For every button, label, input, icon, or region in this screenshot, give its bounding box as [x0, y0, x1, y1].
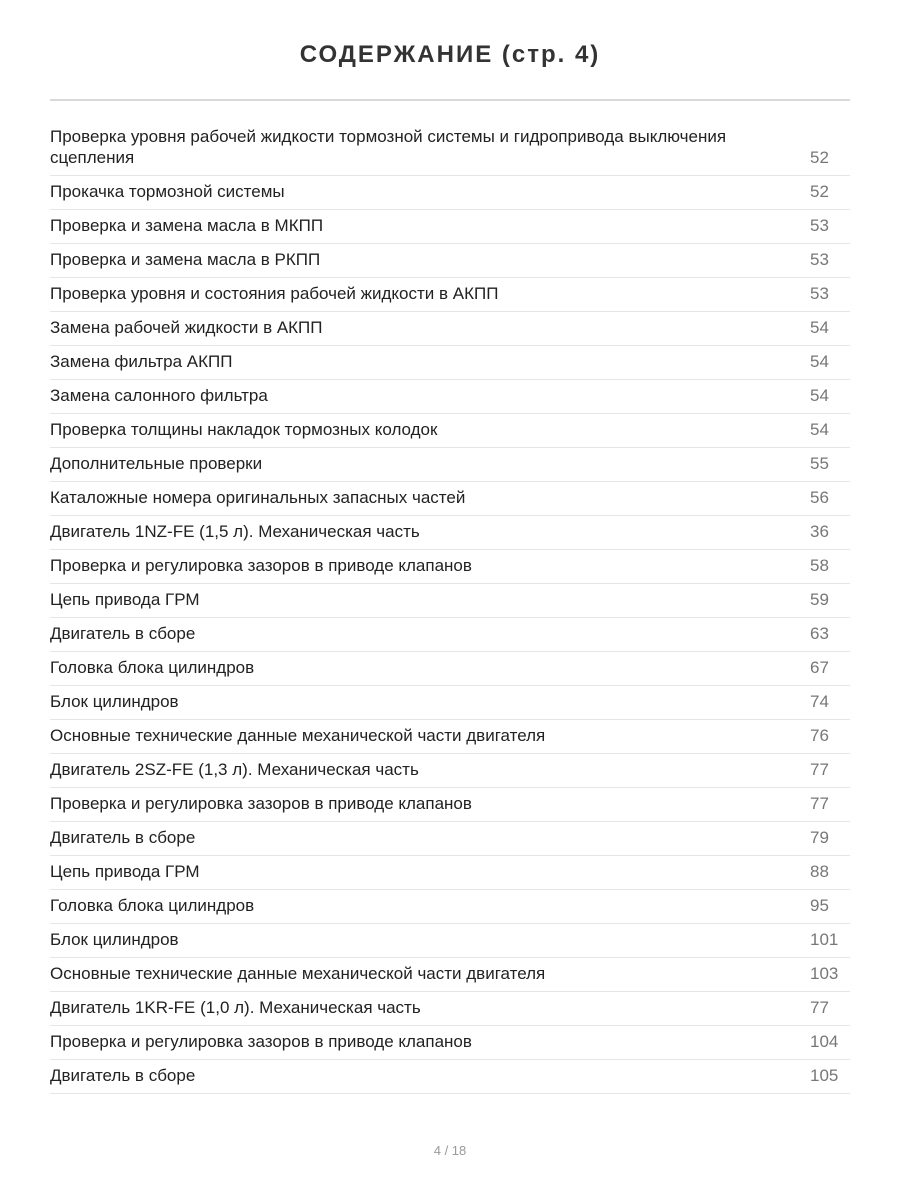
toc-entry-title: Каталожные номера оригинальных запасных частей [50, 488, 466, 507]
toc-entry-page-number: 76 [810, 726, 829, 745]
toc-entry-page-number: 95 [810, 896, 829, 915]
toc-entry-page-number: 55 [810, 454, 829, 473]
toc-entry-title: Двигатель в сборе [50, 1066, 196, 1085]
toc-entry-title: Основные технические данные механической части двигателя [50, 726, 546, 745]
toc-entry-page-number: 54 [810, 386, 829, 405]
toc-entry-title: Замена фильтра АКПП [50, 352, 233, 371]
toc-entry-title: Проверка уровня рабочей жидкости тормозной системы и гидропривода выключения сцепления [50, 127, 727, 167]
toc-entry-title: Замена салонного фильтра [50, 386, 268, 405]
toc-entry-title: Проверка толщины накладок тормозных колодок [50, 420, 438, 439]
toc-entry-title: Двигатель 1KR-FE (1,0 л). Механическая часть [50, 998, 421, 1017]
toc-entry-title: Дополнительные проверки [50, 454, 263, 473]
toc-entry-page-number: 105 [810, 1066, 839, 1085]
toc-entry-title: Прокачка тормозной системы [50, 182, 285, 201]
toc-entry-page-number: 101 [810, 930, 839, 949]
toc-entry-page-number: 36 [810, 522, 829, 541]
toc-entry[interactable] [50, 516, 850, 550]
toc-entry-title: Цепь привода ГРМ [50, 862, 200, 881]
toc-entry[interactable] [50, 652, 850, 686]
title-divider [50, 99, 850, 101]
toc-entry-page-number: 52 [810, 148, 829, 167]
toc-entry-title: Замена рабочей жидкости в АКПП [50, 318, 323, 337]
toc-entry[interactable] [50, 618, 850, 652]
toc-entry[interactable] [50, 550, 850, 584]
toc-entry[interactable] [50, 788, 850, 822]
toc-entry-page-number: 53 [810, 250, 829, 269]
toc-entry-page-number: 74 [810, 692, 829, 711]
toc-entry[interactable] [50, 125, 850, 176]
toc-entry-page-number: 77 [810, 760, 829, 779]
toc-entry[interactable] [50, 1026, 850, 1060]
toc-entry[interactable] [50, 958, 850, 992]
toc-entry[interactable] [50, 482, 850, 516]
toc-entry[interactable] [50, 176, 850, 210]
document-page [50, 0, 850, 1200]
toc-entry-title: Двигатель в сборе [50, 624, 196, 643]
toc-entry-page-number: 104 [810, 1032, 839, 1051]
toc-entry-page-number: 53 [810, 284, 829, 303]
toc-entry-page-number: 54 [810, 318, 829, 337]
toc-entry-page-number: 77 [810, 998, 829, 1017]
toc-entry-page-number: 88 [810, 862, 829, 881]
toc-entry[interactable] [50, 992, 850, 1026]
toc-entry[interactable] [50, 244, 850, 278]
toc-entry-page-number: 79 [810, 828, 829, 847]
toc-entry-page-number: 54 [810, 352, 829, 371]
toc-entry-page-number: 59 [810, 590, 829, 609]
toc-entry-page-number: 67 [810, 658, 829, 677]
toc-entry-title: Блок цилиндров [50, 930, 179, 949]
toc-entry-title: Проверка и замена масла в РКПП [50, 250, 321, 269]
toc-entry[interactable] [50, 346, 850, 380]
toc-entry-page-number: 54 [810, 420, 829, 439]
toc-entry[interactable] [50, 312, 850, 346]
toc-entry[interactable] [50, 210, 850, 244]
toc-entry-title: Головка блока цилиндров [50, 658, 255, 677]
toc-entry[interactable] [50, 380, 850, 414]
toc-entry-title: Двигатель 2SZ-FE (1,3 л). Механическая часть [50, 760, 419, 779]
toc-entry[interactable] [50, 1060, 850, 1094]
toc-entry-page-number: 56 [810, 488, 829, 507]
toc-entry-title: Проверка и регулировка зазоров в приводе клапанов [50, 1032, 472, 1051]
toc-entry[interactable] [50, 924, 850, 958]
toc-entry-title: Двигатель 1NZ-FE (1,5 л). Механическая часть [50, 522, 420, 541]
toc-entry[interactable] [50, 414, 850, 448]
toc-entry[interactable] [50, 448, 850, 482]
toc-entry-title: Блок цилиндров [50, 692, 179, 711]
toc-entry[interactable] [50, 584, 850, 618]
toc-entry-title: Основные технические данные механической части двигателя [50, 964, 546, 983]
toc-entry-title: Цепь привода ГРМ [50, 590, 200, 609]
toc-entry-page-number: 58 [810, 556, 829, 575]
toc-entry-title: Проверка и регулировка зазоров в приводе клапанов [50, 794, 472, 813]
table-of-contents [50, 125, 850, 1094]
page-indicator: 4 / 18 [433, 1143, 467, 1158]
toc-entry-page-number: 103 [810, 964, 839, 983]
toc-entry[interactable] [50, 856, 850, 890]
toc-entry-title: Проверка уровня и состояния рабочей жидкости в АКПП [50, 284, 499, 303]
page-title: СОДЕРЖАНИЕ (стр. 4) [299, 41, 601, 68]
toc-entry-title: Проверка и регулировка зазоров в приводе клапанов [50, 556, 472, 575]
toc-entry[interactable] [50, 890, 850, 924]
toc-entry[interactable] [50, 686, 850, 720]
toc-entry[interactable] [50, 278, 850, 312]
toc-entry-title: Двигатель в сборе [50, 828, 196, 847]
toc-entry[interactable] [50, 822, 850, 856]
toc-entry-page-number: 52 [810, 182, 829, 201]
toc-entry-title: Проверка и замена масла в МКПП [50, 216, 324, 235]
toc-entry[interactable] [50, 720, 850, 754]
toc-entry-page-number: 63 [810, 624, 829, 643]
toc-entry-page-number: 77 [810, 794, 829, 813]
toc-entry-page-number: 53 [810, 216, 829, 235]
toc-entry-title: Головка блока цилиндров [50, 896, 255, 915]
toc-entry[interactable] [50, 754, 850, 788]
